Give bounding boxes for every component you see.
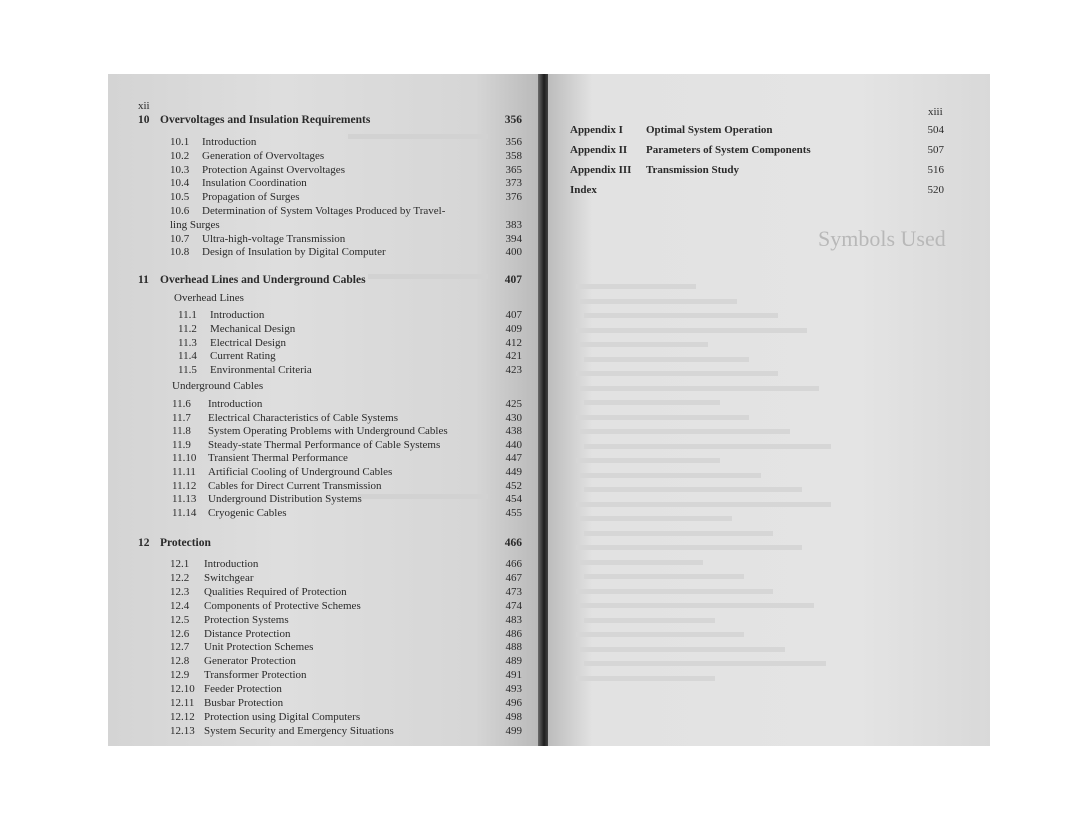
bleed-through	[580, 386, 819, 391]
page-reference: 407	[505, 309, 522, 321]
section-number: 12.3	[170, 585, 190, 598]
page-reference: 400	[505, 246, 522, 259]
section-number: 12.7	[170, 641, 190, 654]
page-reference: 438	[505, 425, 522, 438]
section-number: 11.4	[178, 350, 197, 363]
section-title: Transient Thermal Performance	[208, 452, 348, 465]
bleed-through	[576, 589, 773, 594]
section-title: Current Rating	[210, 350, 276, 363]
section-title: Qualities Required of Protection	[204, 585, 347, 598]
section-number: 10.8	[170, 246, 190, 259]
section-number: 12	[138, 537, 150, 549]
bleed-through	[576, 545, 802, 550]
bleed-through	[576, 415, 749, 420]
section-number: 12.1	[170, 558, 190, 570]
section-number: 12.4	[170, 599, 190, 612]
section-title: Components of Protective Schemes	[204, 599, 361, 612]
appendix-entry	[570, 144, 811, 156]
bleed-through	[580, 429, 790, 434]
toc-entry	[172, 425, 448, 438]
toc-entry	[172, 493, 362, 506]
section-title: Electrical Design	[210, 336, 287, 349]
chapter-heading	[138, 537, 211, 550]
section-number: 12.6	[170, 627, 190, 640]
toc-entry	[172, 466, 392, 479]
bleed-through	[580, 516, 732, 521]
section-number: 10.3	[170, 163, 190, 176]
bleed-through	[348, 134, 488, 139]
section-title: Cryogenic Cables	[208, 506, 287, 519]
section-number: 11.6	[172, 398, 191, 410]
page-reference: 365	[505, 163, 522, 176]
toc-entry	[178, 350, 276, 363]
bleed-through	[584, 357, 749, 362]
chapter-heading	[138, 114, 370, 127]
page-reference: 493	[505, 683, 522, 696]
page-reference: 452	[505, 479, 522, 492]
page-reference: 491	[505, 669, 522, 682]
section-title: Protection Systems	[204, 613, 289, 626]
page-reference: 488	[505, 641, 522, 654]
bleed-through	[576, 371, 778, 376]
toc-entry	[170, 205, 445, 218]
section-number: 12.12	[170, 710, 195, 723]
sub-heading: Overhead Lines	[174, 292, 244, 304]
section-number: 11.1	[178, 309, 197, 321]
page-reference: 474	[505, 599, 522, 612]
section-number: 10	[138, 114, 150, 126]
section-title: Introduction	[210, 309, 265, 321]
toc-entry	[170, 628, 290, 641]
page-reference: 373	[505, 177, 522, 190]
section-title: Generation of Overvoltages	[202, 149, 325, 162]
section-number: 11.14	[172, 506, 197, 519]
appendix-title: Transmission Study	[646, 164, 740, 176]
page-reference: 454	[505, 493, 522, 506]
section-title: System Security and Emergency Situations	[204, 724, 394, 737]
appendix-label: Appendix I	[570, 124, 623, 136]
page-reference: 430	[505, 411, 522, 424]
bleed-through	[584, 531, 773, 536]
page-reference: 486	[505, 627, 522, 640]
bleed-through	[580, 647, 785, 652]
page-reference: 516	[927, 164, 944, 176]
toc-entry	[170, 725, 394, 738]
sub-heading: Underground Cables	[172, 380, 264, 392]
bleed-through	[580, 560, 703, 565]
section-title: Cables for Direct Current Transmission	[208, 479, 382, 492]
section-number: 11.7	[172, 411, 191, 424]
toc-entry	[170, 600, 361, 613]
bleed-through	[576, 284, 696, 289]
page-reference: 455	[505, 506, 522, 519]
toc-entry	[172, 412, 398, 425]
bleed-heading: Symbols Used	[818, 226, 946, 251]
toc-entry	[170, 641, 313, 654]
left-page	[108, 74, 540, 746]
section-title: Environmental Criteria	[210, 364, 312, 377]
toc-entry	[170, 246, 386, 259]
page-reference: 421	[505, 350, 522, 363]
section-title: Feeder Protection	[204, 683, 282, 696]
section-title: Determination of System Voltages Produced by Travel-	[202, 205, 446, 217]
section-number: 10.4	[170, 177, 190, 190]
section-title: Introduction	[204, 558, 259, 570]
section-title: Protection	[160, 537, 211, 549]
page-reference: 466	[504, 537, 522, 549]
toc-entry	[172, 398, 262, 411]
section-title: Introduction	[202, 136, 257, 148]
toc-entry	[172, 507, 287, 520]
bleed-through	[368, 274, 488, 279]
page-reference: 356	[504, 114, 522, 126]
page-reference: 383	[505, 218, 522, 231]
page-number-left: xii	[138, 100, 150, 112]
chapter-heading	[138, 274, 366, 287]
section-title: Artificial Cooling of Underground Cables	[208, 466, 393, 478]
page-reference: 376	[505, 191, 522, 204]
appendix-label: Appendix II	[570, 144, 628, 156]
toc-entry	[170, 164, 345, 177]
section-title: Design of Insulation by Digital Computer	[202, 246, 386, 259]
page-reference: 489	[505, 655, 522, 668]
section-title: Busbar Protection	[204, 697, 284, 709]
section-title: Protection using Digital Computers	[204, 710, 361, 723]
toc-entry	[170, 191, 300, 204]
bleed-through	[576, 328, 807, 333]
page-reference: 467	[505, 571, 522, 584]
page-reference: 498	[505, 710, 522, 723]
toc-entry	[172, 452, 348, 465]
section-number: 10.1	[170, 136, 190, 148]
section-title: Steady-state Thermal Performance of Cable Systems	[208, 438, 441, 451]
toc-entry	[170, 572, 253, 585]
section-number: 12.10	[170, 683, 195, 696]
toc-entry	[170, 655, 296, 668]
bleed-through	[580, 342, 708, 347]
section-title: Switchgear	[204, 571, 254, 584]
section-title: Mechanical Design	[210, 322, 296, 335]
section-title: Unit Protection Schemes	[204, 641, 314, 654]
bleed-through	[584, 487, 802, 492]
page-reference: 520	[927, 184, 944, 196]
section-number: 11.8	[172, 425, 191, 438]
toc-entry	[178, 337, 286, 350]
toc-entry	[170, 233, 345, 246]
page-reference: 466	[505, 558, 522, 570]
page-reference: 407	[504, 274, 522, 286]
page-reference: 504	[927, 124, 944, 136]
section-number: 10.5	[170, 191, 190, 204]
toc-entry	[170, 136, 256, 149]
page-reference: 425	[505, 398, 522, 410]
section-number: 12.11	[170, 697, 195, 709]
toc-entry	[178, 323, 295, 336]
toc-entry	[178, 364, 312, 377]
page-reference: 356	[505, 136, 522, 148]
right-page	[548, 74, 990, 746]
appendix-title: Optimal System Operation	[646, 124, 773, 136]
section-number: 11.13	[172, 493, 197, 506]
bleed-through	[358, 494, 488, 499]
page-reference: 409	[505, 322, 522, 335]
bleed-through	[576, 676, 715, 681]
bleed-through	[584, 661, 826, 666]
bleed-through	[576, 632, 744, 637]
section-title: Distance Protection	[204, 627, 291, 640]
section-title: Ultra-high-voltage Transmission	[202, 232, 346, 245]
bleed-through	[580, 603, 814, 608]
bleed-through	[584, 618, 715, 623]
toc-entry	[170, 150, 324, 163]
section-title: Introduction	[208, 398, 263, 410]
toc-entry	[172, 439, 440, 452]
toc-entry	[170, 586, 347, 599]
bleed-through	[576, 502, 831, 507]
appendix-title: Parameters of System Components	[646, 144, 811, 156]
page-reference: 499	[505, 724, 522, 737]
section-title: Generator Protection	[204, 655, 296, 668]
bleed-through	[584, 400, 720, 405]
bleed-through	[580, 299, 737, 304]
appendix-entry	[570, 184, 646, 196]
section-title: Transformer Protection	[204, 669, 307, 682]
toc-entry	[170, 711, 360, 724]
bleed-through	[584, 313, 778, 318]
section-title: Overvoltages and Insulation Requirements	[160, 114, 371, 126]
toc-entry	[172, 480, 382, 493]
bleed-through	[584, 574, 744, 579]
section-number: 12.2	[170, 571, 190, 584]
bleed-through	[576, 458, 720, 463]
section-title: Propagation of Surges	[202, 191, 300, 204]
bleed-through	[584, 444, 831, 449]
section-number: 11.10	[172, 452, 197, 465]
appendix-entry	[570, 164, 739, 176]
section-title: ling Surges	[170, 218, 220, 231]
appendix-label: Appendix III	[570, 164, 632, 176]
section-number: 10.6	[170, 205, 190, 217]
section-number: 12.8	[170, 655, 190, 668]
bleed-through	[580, 473, 761, 478]
section-number: 10.2	[170, 149, 190, 162]
section-title: Overhead Lines and Underground Cables	[160, 274, 366, 286]
section-number: 11.5	[178, 364, 197, 377]
page-reference: 473	[505, 585, 522, 598]
page-reference: 423	[505, 364, 522, 377]
section-number: 12.5	[170, 613, 190, 626]
section-title: Protection Against Overvoltages	[202, 163, 345, 176]
section-number: 10.7	[170, 232, 190, 245]
appendix-label: Index	[570, 184, 597, 196]
page-reference: 358	[505, 149, 522, 162]
section-number: 11.11	[172, 466, 196, 478]
page-reference: 507	[927, 144, 944, 156]
toc-entry	[170, 558, 258, 571]
toc-entry	[170, 614, 289, 627]
section-number: 11.2	[178, 322, 197, 335]
section-number: 11.3	[178, 336, 197, 349]
section-number: 12.9	[170, 669, 190, 682]
page-reference: 449	[505, 466, 522, 478]
section-title: Insulation Coordination	[202, 177, 307, 190]
toc-entry	[170, 683, 282, 696]
section-number: 12.13	[170, 724, 195, 737]
page-reference: 483	[505, 613, 522, 626]
toc-entry	[178, 309, 264, 322]
section-number: 11.9	[172, 438, 191, 451]
section-number: 11.12	[172, 479, 197, 492]
section-number: 11	[138, 274, 149, 286]
page-reference: 412	[505, 336, 522, 349]
appendix-entry	[570, 124, 773, 136]
toc-entry	[170, 177, 307, 190]
page-reference: 496	[505, 697, 522, 709]
page-number-right: xiii	[928, 106, 943, 118]
toc-entry	[170, 219, 220, 232]
toc-entry	[170, 697, 283, 710]
page-reference: 440	[505, 438, 522, 451]
section-title: Electrical Characteristics of Cable Systems	[208, 411, 398, 424]
section-title: Underground Distribution Systems	[208, 493, 362, 506]
section-title: System Operating Problems with Underground Cables	[208, 425, 448, 438]
page-reference: 447	[505, 452, 522, 465]
page-reference: 394	[505, 232, 522, 245]
toc-entry	[170, 669, 307, 682]
